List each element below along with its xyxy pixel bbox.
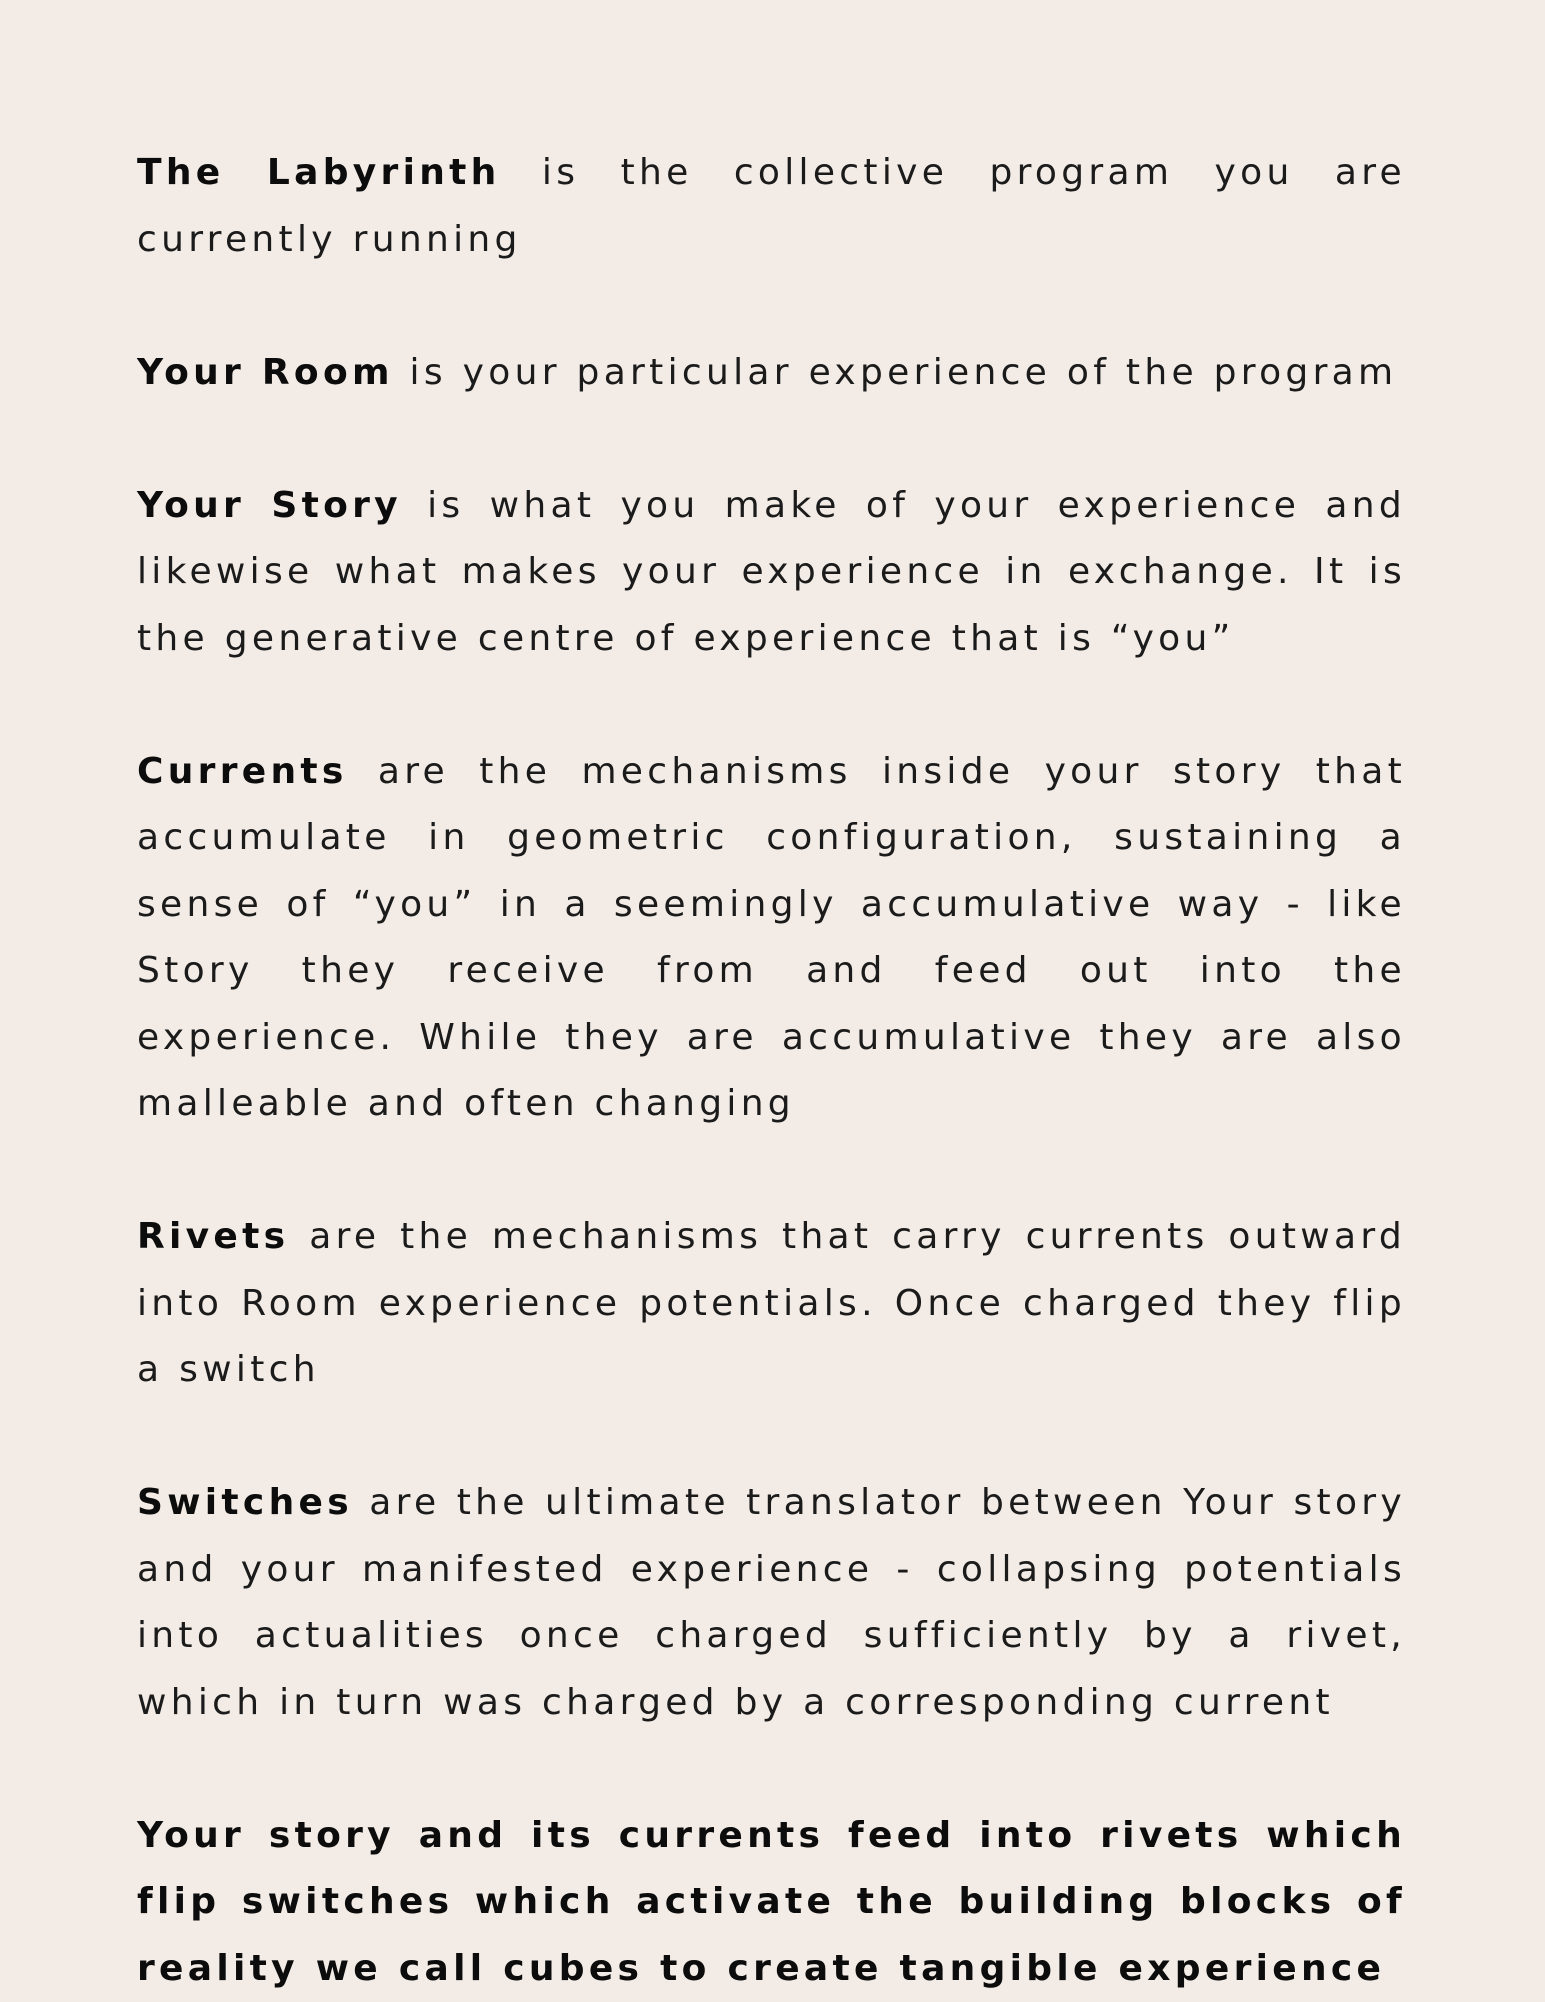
- definition-text-switches: are the ultimate translator between Your story and your manifested experience - collapsing potentials into actualities once charged sufficiently by a rivet, which in turn was charged by a corresponding current: [137, 1482, 1406, 1723]
- term-rivets: Rivets: [137, 1216, 289, 1257]
- definition-text-labyrinth: is the collective program you are currently running: [137, 152, 1406, 260]
- definition-currents: [137, 739, 1406, 1138]
- document-page: [137, 140, 1406, 2002]
- term-your-story: Your Story: [137, 485, 402, 526]
- definition-your-room: [137, 340, 1406, 407]
- definition-rivets: [137, 1204, 1406, 1404]
- definition-your-story: [137, 473, 1406, 673]
- term-switches: Switches: [137, 1482, 353, 1523]
- definition-text-your-story: is what you make of your experience and likewise what makes your experience in exchange. It is the generative centre of experience that is “you”: [137, 485, 1406, 659]
- term-labyrinth: The Labyrinth: [137, 152, 501, 193]
- definition-text-currents: are the mechanisms inside your story that accumulate in geometric configuration, sustaining a sense of “you” in a seemingly accumulative way - like Story they receive from and feed out into the experience. While they are accumulative they are also malleable and often changing: [137, 751, 1406, 1125]
- definition-labyrinth: [137, 140, 1406, 273]
- term-your-room: Your Room: [137, 352, 394, 393]
- definition-text-rivets: are the mechanisms that carry currents outward into Room experience potentials. Once charged they flip a switch: [137, 1216, 1406, 1390]
- definition-text-your-room: is your particular experience of the program: [394, 352, 1398, 393]
- closing-statement: Your story and its currents feed into rivets which flip switches which activate the building blocks of reality we call cubes to create tangible experience: [137, 1803, 1406, 2002]
- definition-switches: [137, 1470, 1406, 1736]
- term-currents: Currents: [137, 751, 348, 792]
